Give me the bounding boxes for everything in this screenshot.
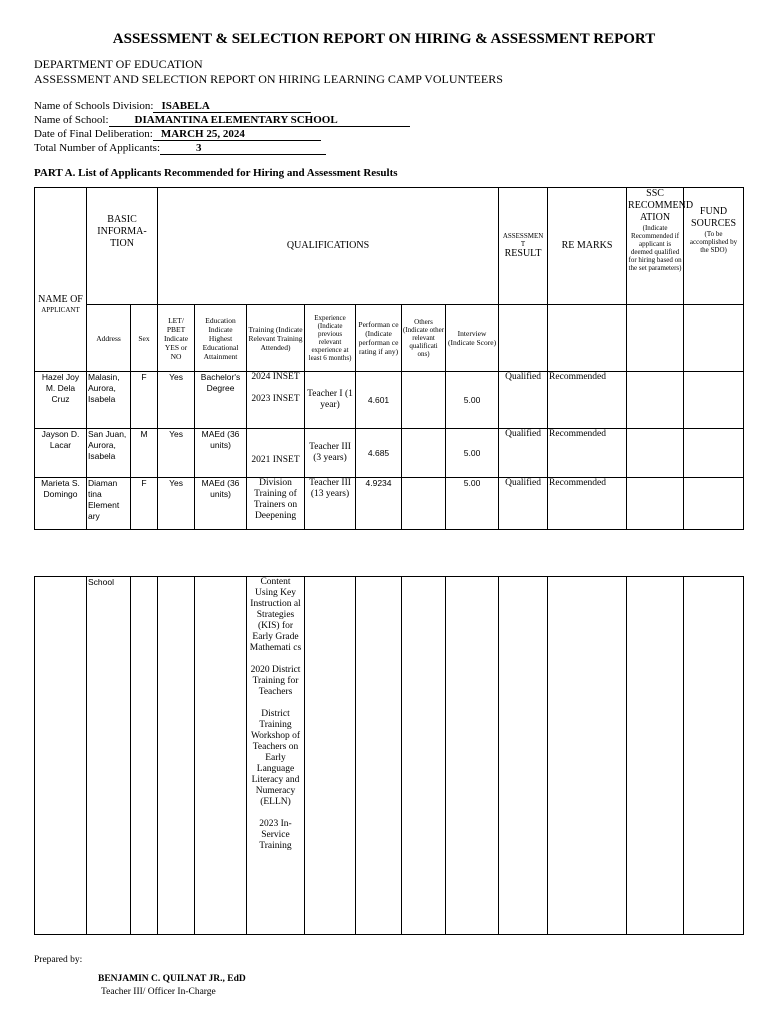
applicant-others [402, 478, 446, 530]
empty-cell [305, 577, 356, 935]
empty-cell [627, 577, 684, 935]
applicant-result: Qualified [499, 429, 548, 478]
applicants-table [34, 187, 744, 530]
address-header: Address [87, 305, 131, 372]
others-header: Others (Indicate other relevant qualificati ons) [402, 305, 446, 372]
applicant-approval [684, 429, 744, 478]
applicant-sex: M [131, 429, 158, 478]
applicant-others [402, 429, 446, 478]
applicant-address: Malasin, Aurora, Isabela [87, 372, 131, 429]
division-label: Name of Schools Division: [34, 100, 154, 112]
applicant-approval [684, 372, 744, 429]
applicant-others [402, 372, 446, 429]
name-header [35, 188, 87, 372]
training-header: Training (Indicate Relevant Training Attended) [247, 305, 305, 372]
result-label: RESULT [504, 248, 542, 259]
empty-cell [158, 577, 195, 935]
table-row [35, 372, 744, 429]
applicant-header-label: APPLICANT [41, 305, 80, 314]
table-row [35, 478, 744, 530]
continuation-name [35, 577, 87, 935]
remarks-header: RE MARKS [548, 188, 627, 305]
report-subtitle: ASSESSMENT AND SELECTION REPORT ON HIRING LEARNING CAMP VOLUNTEERS [34, 72, 503, 86]
qualifications-header: QUALIFICATIONS [158, 188, 499, 305]
applicant-sex: F [131, 372, 158, 429]
applicant-experience: Teacher III (13 years) [305, 478, 356, 530]
department-header [34, 57, 503, 87]
signatory-position: Teacher III/ Officer In-Charge [101, 987, 216, 997]
applicant-education: Bachelor's Degree [195, 372, 247, 429]
applicant-education: MAEd (36 units) [195, 429, 247, 478]
report-title: ASSESSMENT & SELECTION REPORT ON HIRING & ASSESSMENT REPORT [112, 31, 656, 47]
applicant-let: Yes [158, 429, 195, 478]
applicant-training: 2021 INSET [247, 429, 305, 478]
applicant-interview: 5.00 [446, 429, 499, 478]
date-label: Date of Final Deliberation: [34, 128, 153, 140]
applicant-experience: Teacher I (1 year) [305, 372, 356, 429]
ssc-label: SSC RECOMMEND ATION [628, 188, 694, 223]
applicant-performance: 4.601 [356, 372, 402, 429]
applicant-approval [684, 478, 744, 530]
applicant-education: MAEd (36 units) [195, 478, 247, 530]
signatory-name: BENJAMIN C. QUILNAT JR., EdD [98, 974, 246, 984]
fund-label: FUND SOURCES [691, 206, 737, 229]
applicant-name: Jayson D. Lacar [35, 429, 87, 478]
empty-cell [627, 305, 684, 372]
applicant-name: Hazel Joy M. Dela Cruz [35, 372, 87, 429]
part-a-heading: PART A. List of Applicants Recommended for Hiring and Assessment Results [34, 167, 398, 179]
applicant-result: Qualified [499, 372, 548, 429]
applicant-interview: 5.00 [446, 372, 499, 429]
continuation-training: Content Using Key Instruction al Strategies (KIS) for Early Grade Mathemati cs 2020 District Training for Teachers District Training Workshop of Teachers on Early Language Literacy and Numeracy (ELLN) 2023 In-Service Training [247, 577, 305, 935]
empty-cell [499, 305, 548, 372]
empty-cell [195, 577, 247, 935]
empty-cell [131, 577, 158, 935]
table-row [35, 429, 744, 478]
ssc-header [627, 188, 694, 305]
empty-cell [356, 577, 402, 935]
assessment-label: ASSESSMEN T [502, 232, 544, 248]
education-header: Education Indicate Highest Educational Attainment [195, 305, 247, 372]
school-value: DIAMANTINA ELEMENTARY SCHOOL [109, 113, 410, 127]
let-header: LET/ PBET Indicate YES or NO [158, 305, 195, 372]
applicant-training: 2024 INSET 2023 INSET [247, 372, 305, 429]
empty-cell [402, 577, 446, 935]
table-row [35, 577, 744, 935]
basic-info-header: BASIC INFORMA-TION [87, 188, 158, 305]
applicant-remarks: Recommended [548, 478, 627, 530]
total-value: 3 [160, 141, 326, 155]
empty-cell [684, 305, 744, 372]
performance-header: Performan ce (Indicate performan ce rating if any) [356, 305, 402, 372]
empty-cell [684, 577, 744, 935]
empty-cell [548, 305, 627, 372]
applicant-result: Qualified [499, 478, 548, 530]
applicant-performance: 4.685 [356, 429, 402, 478]
applicant-experience: Teacher III (3 years) [305, 429, 356, 478]
applicant-fund [627, 372, 684, 429]
prepared-by-label: Prepared by: [34, 955, 83, 965]
applicant-name: Marieta S. Domingo [35, 478, 87, 530]
applicant-interview: 5.00 [446, 478, 499, 530]
report-info [34, 99, 410, 155]
interview-header: Interview (Indicate Score) [446, 305, 499, 372]
applicant-fund [627, 429, 684, 478]
applicant-sex: F [131, 478, 158, 530]
continuation-table [34, 576, 744, 935]
fund-note: (To be accomplished by the SDO) [689, 230, 738, 254]
division-value: ISABELA [153, 99, 311, 113]
applicant-performance: 4.9234 [356, 478, 402, 530]
name-header-label: NAME OF [38, 293, 83, 305]
assessment-result-header [499, 188, 548, 305]
applicant-fund [627, 478, 684, 530]
empty-cell [548, 577, 627, 935]
school-label: Name of School: [34, 114, 109, 126]
total-label: Total Number of Applicants: [34, 142, 161, 154]
empty-cell [446, 577, 499, 935]
date-value: MARCH 25, 2024 [153, 127, 321, 141]
experience-header: Experience (Indicate previous relevant experience at least 6 months) [305, 305, 356, 372]
continuation-address: School [87, 577, 131, 935]
applicant-remarks: Recommended [548, 372, 627, 429]
applicant-remarks: Recommended [548, 429, 627, 478]
applicant-training: Division Training of Trainers on Deepening [247, 478, 305, 530]
applicant-let: Yes [158, 372, 195, 429]
sex-header: Sex [131, 305, 158, 372]
applicant-let: Yes [158, 478, 195, 530]
applicant-address: San Juan, Aurora, Isabela [87, 429, 131, 478]
applicant-address: Diaman tina Element ary [87, 478, 131, 530]
department-name: DEPARTMENT OF EDUCATION [34, 57, 203, 71]
empty-cell [499, 577, 548, 935]
ssc-note: (Indicate Recommended if applicant is deemed qualified for hiring based on the set parameters) [628, 224, 682, 272]
